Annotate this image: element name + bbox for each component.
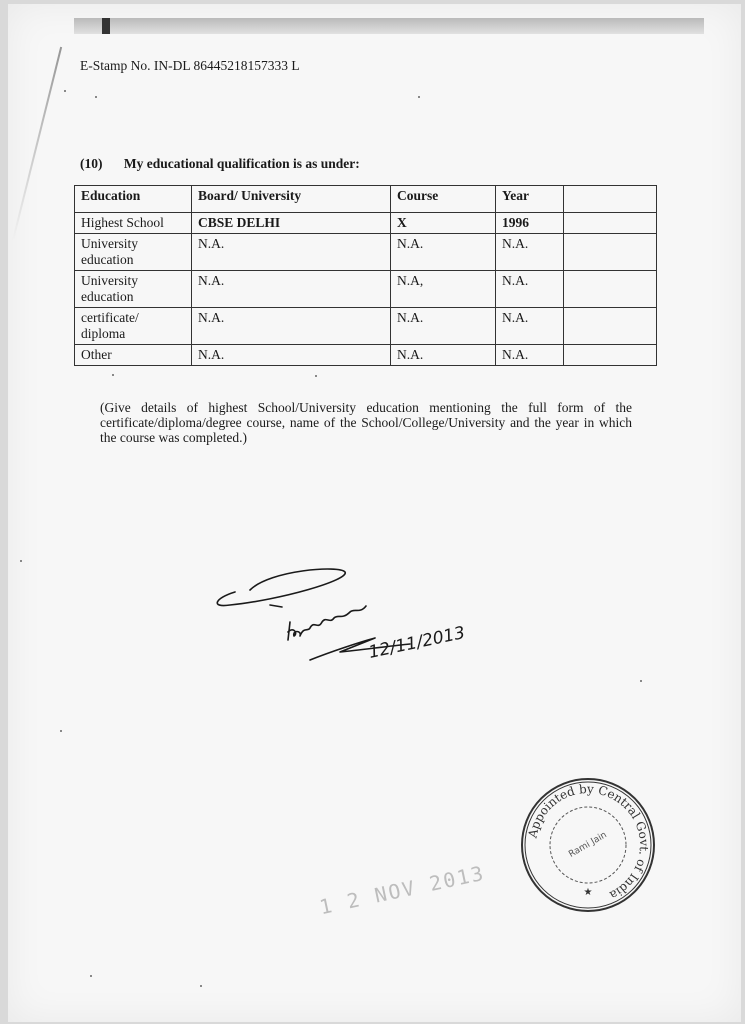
instruction-note: (Give details of highest School/University education mentioning the full form of the certificate/diploma/degree course, name of the School/College/University and the year in which the course was completed.)	[100, 400, 632, 445]
star-icon: ★	[583, 887, 593, 898]
signature-date	[250, 570, 550, 710]
scan-speck	[200, 985, 202, 987]
cell-education: Highest School	[75, 213, 192, 234]
date-stamp: 1 2 NOV 2013	[317, 860, 488, 920]
cell-course: N.A,	[391, 271, 496, 308]
cell-extra	[564, 271, 657, 308]
scan-speck	[315, 375, 317, 377]
scan-speck	[95, 96, 97, 98]
header-board: Board/ University	[192, 186, 391, 213]
cell-year: N.A.	[496, 271, 564, 308]
cell-education: University education	[75, 271, 192, 308]
cell-board: N.A.	[192, 308, 391, 345]
cell-education: University education	[75, 234, 192, 271]
table-row	[75, 308, 657, 345]
section-title: My educational qualification is as under:	[123, 156, 360, 171]
header-year: Year	[496, 186, 564, 213]
cell-board: N.A.	[192, 234, 391, 271]
staple-mark	[74, 18, 704, 34]
cell-year: N.A.	[496, 234, 564, 271]
cell-extra	[564, 213, 657, 234]
cell-year: 1996	[496, 213, 564, 234]
paper-fold-line	[12, 47, 62, 242]
cell-education: Other	[75, 345, 192, 366]
header-course: Course	[391, 186, 496, 213]
cell-board: N.A.	[192, 271, 391, 308]
scan-speck	[640, 680, 642, 682]
section-number: (10)	[80, 156, 103, 171]
scan-speck	[112, 374, 114, 376]
seal-outer-text: Appointed by Central Govt. of India	[525, 781, 652, 903]
education-table	[74, 185, 657, 366]
scan-speck	[418, 96, 420, 98]
cell-course: N.A.	[391, 308, 496, 345]
table-row	[75, 213, 657, 234]
cell-board: CBSE DELHI	[192, 213, 391, 234]
section-heading	[80, 156, 360, 172]
cell-extra	[564, 308, 657, 345]
scan-speck	[64, 90, 66, 92]
cell-education: certificate/ diploma	[75, 308, 192, 345]
cell-course: N.A.	[391, 345, 496, 366]
table-row	[75, 271, 657, 308]
cell-extra	[564, 234, 657, 271]
cell-year: N.A.	[496, 308, 564, 345]
staple-pin	[102, 18, 110, 34]
signature-date-text: 12/11/2013	[366, 622, 467, 663]
estamp-number: E-Stamp No. IN-DL 86445218157333 L	[80, 58, 300, 73]
notary-seal	[518, 775, 658, 915]
cell-board: N.A.	[192, 345, 391, 366]
cell-course: N.A.	[391, 234, 496, 271]
header-education: Education	[75, 186, 192, 213]
table-header-row	[75, 186, 657, 213]
scan-speck	[90, 975, 92, 977]
header-extra	[564, 186, 657, 213]
table-row	[75, 345, 657, 366]
seal-inner-text: Rami Jain	[567, 830, 609, 860]
scan-speck	[20, 560, 22, 562]
cell-course: X	[391, 213, 496, 234]
cell-extra	[564, 345, 657, 366]
scan-speck	[60, 730, 62, 732]
cell-year: N.A.	[496, 345, 564, 366]
table-row	[75, 234, 657, 271]
